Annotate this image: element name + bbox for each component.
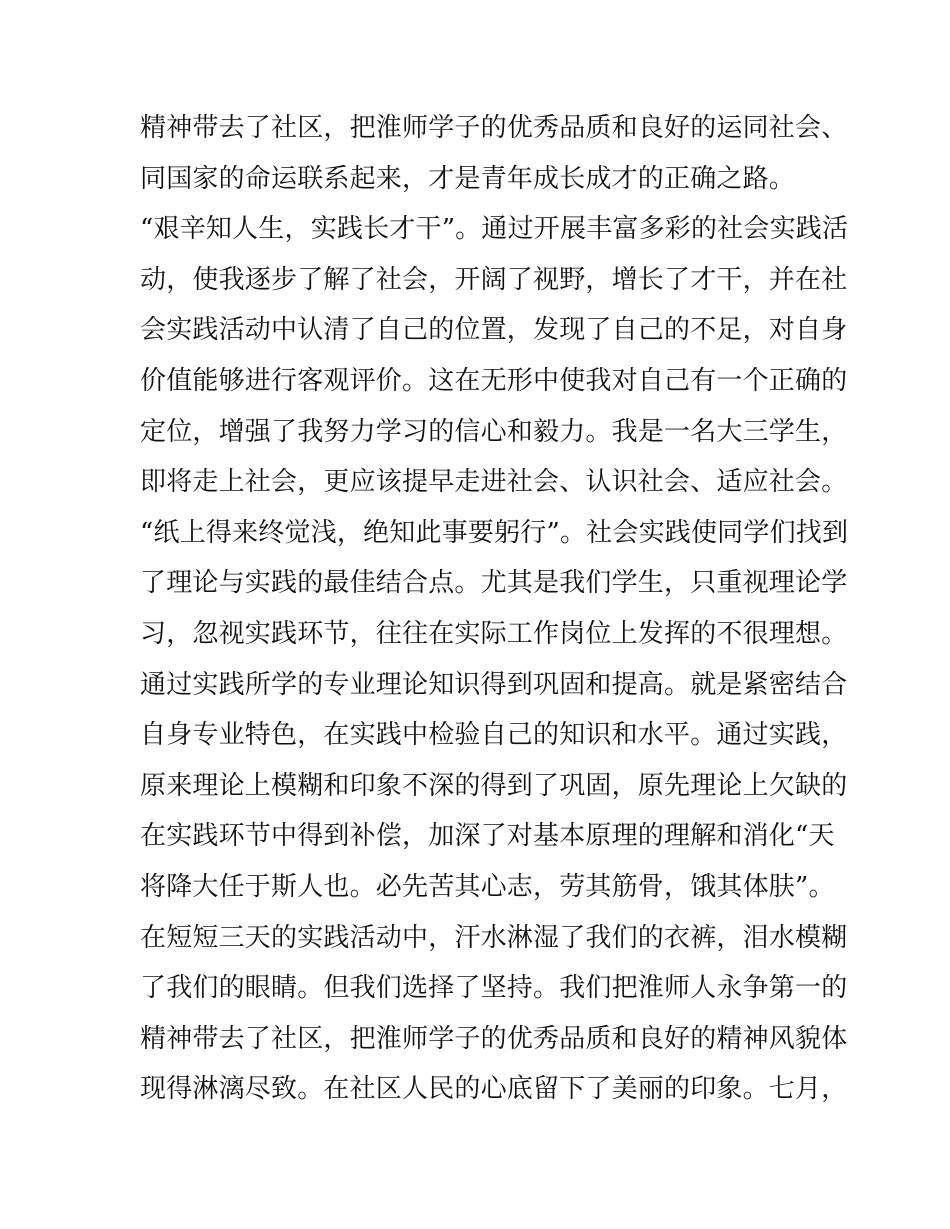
- text-line: “纸上得来终觉浅，绝知此事要躬行”。社会实践使同学们找到: [140, 517, 849, 548]
- text-line: 精神带去了社区，把淮师学子的优秀品质和良好的精神风貌体: [140, 1023, 848, 1054]
- text-line: 通过实践所学的专业理论知识得到巩固和提高。就是紧密结合: [140, 669, 848, 700]
- text-line: 自身专业特色，在实践中检验自己的知识和水平。通过实践，: [140, 720, 848, 751]
- text-line: 原来理论上模糊和印象不深的得到了巩固，原先理论上欠缺的: [140, 770, 848, 801]
- text-line: 价值能够进行客观评价。这在无形中使我对自己有一个正确的: [140, 365, 848, 396]
- text-line: 定位，增强了我努力学习的信心和毅力。我是一名大三学生，: [140, 416, 848, 447]
- text-line: 即将走上社会，更应该提早走进社会、认识社会、适应社会。: [140, 467, 848, 498]
- text-line: 会实践活动中认清了自己的位置，发现了自己的不足，对自身: [140, 315, 848, 346]
- body-text: [140, 103, 849, 1115]
- text-line: 在短短三天的实践活动中，汗水淋湿了我们的衣裤，泪水模糊: [140, 922, 848, 953]
- text-line: “艰辛知人生，实践长才干”。通过开展丰富多彩的社会实践活: [140, 214, 849, 245]
- text-line: 在实践环节中得到补偿，加深了对基本原理的理解和消化“天: [140, 821, 835, 852]
- text-line: 了我们的眼睛。但我们选择了坚持。我们把淮师人永争第一的: [140, 973, 848, 1004]
- text-line: 了理论与实践的最佳结合点。尤其是我们学生，只重视理论学: [140, 568, 848, 599]
- text-line: 动，使我逐步了解了社会，开阔了视野，增长了才干，并在社: [140, 264, 848, 295]
- text-line: 现得淋漓尽致。在社区人民的心底留下了美丽的印象。七月，: [140, 1074, 848, 1105]
- text-line: 精神带去了社区，把淮师学子的优秀品质和良好的运同社会、: [140, 113, 848, 143]
- text-line: 习，忽视实践环节，往往在实际工作岗位上发挥的不很理想。: [140, 618, 848, 649]
- text-line: 同国家的命运联系起来，才是青年成长成才的正确之路。: [140, 163, 796, 194]
- text-line: 将降大任于斯人也。必先苦其心志，劳其筋骨，饿其体肤”。: [140, 871, 835, 902]
